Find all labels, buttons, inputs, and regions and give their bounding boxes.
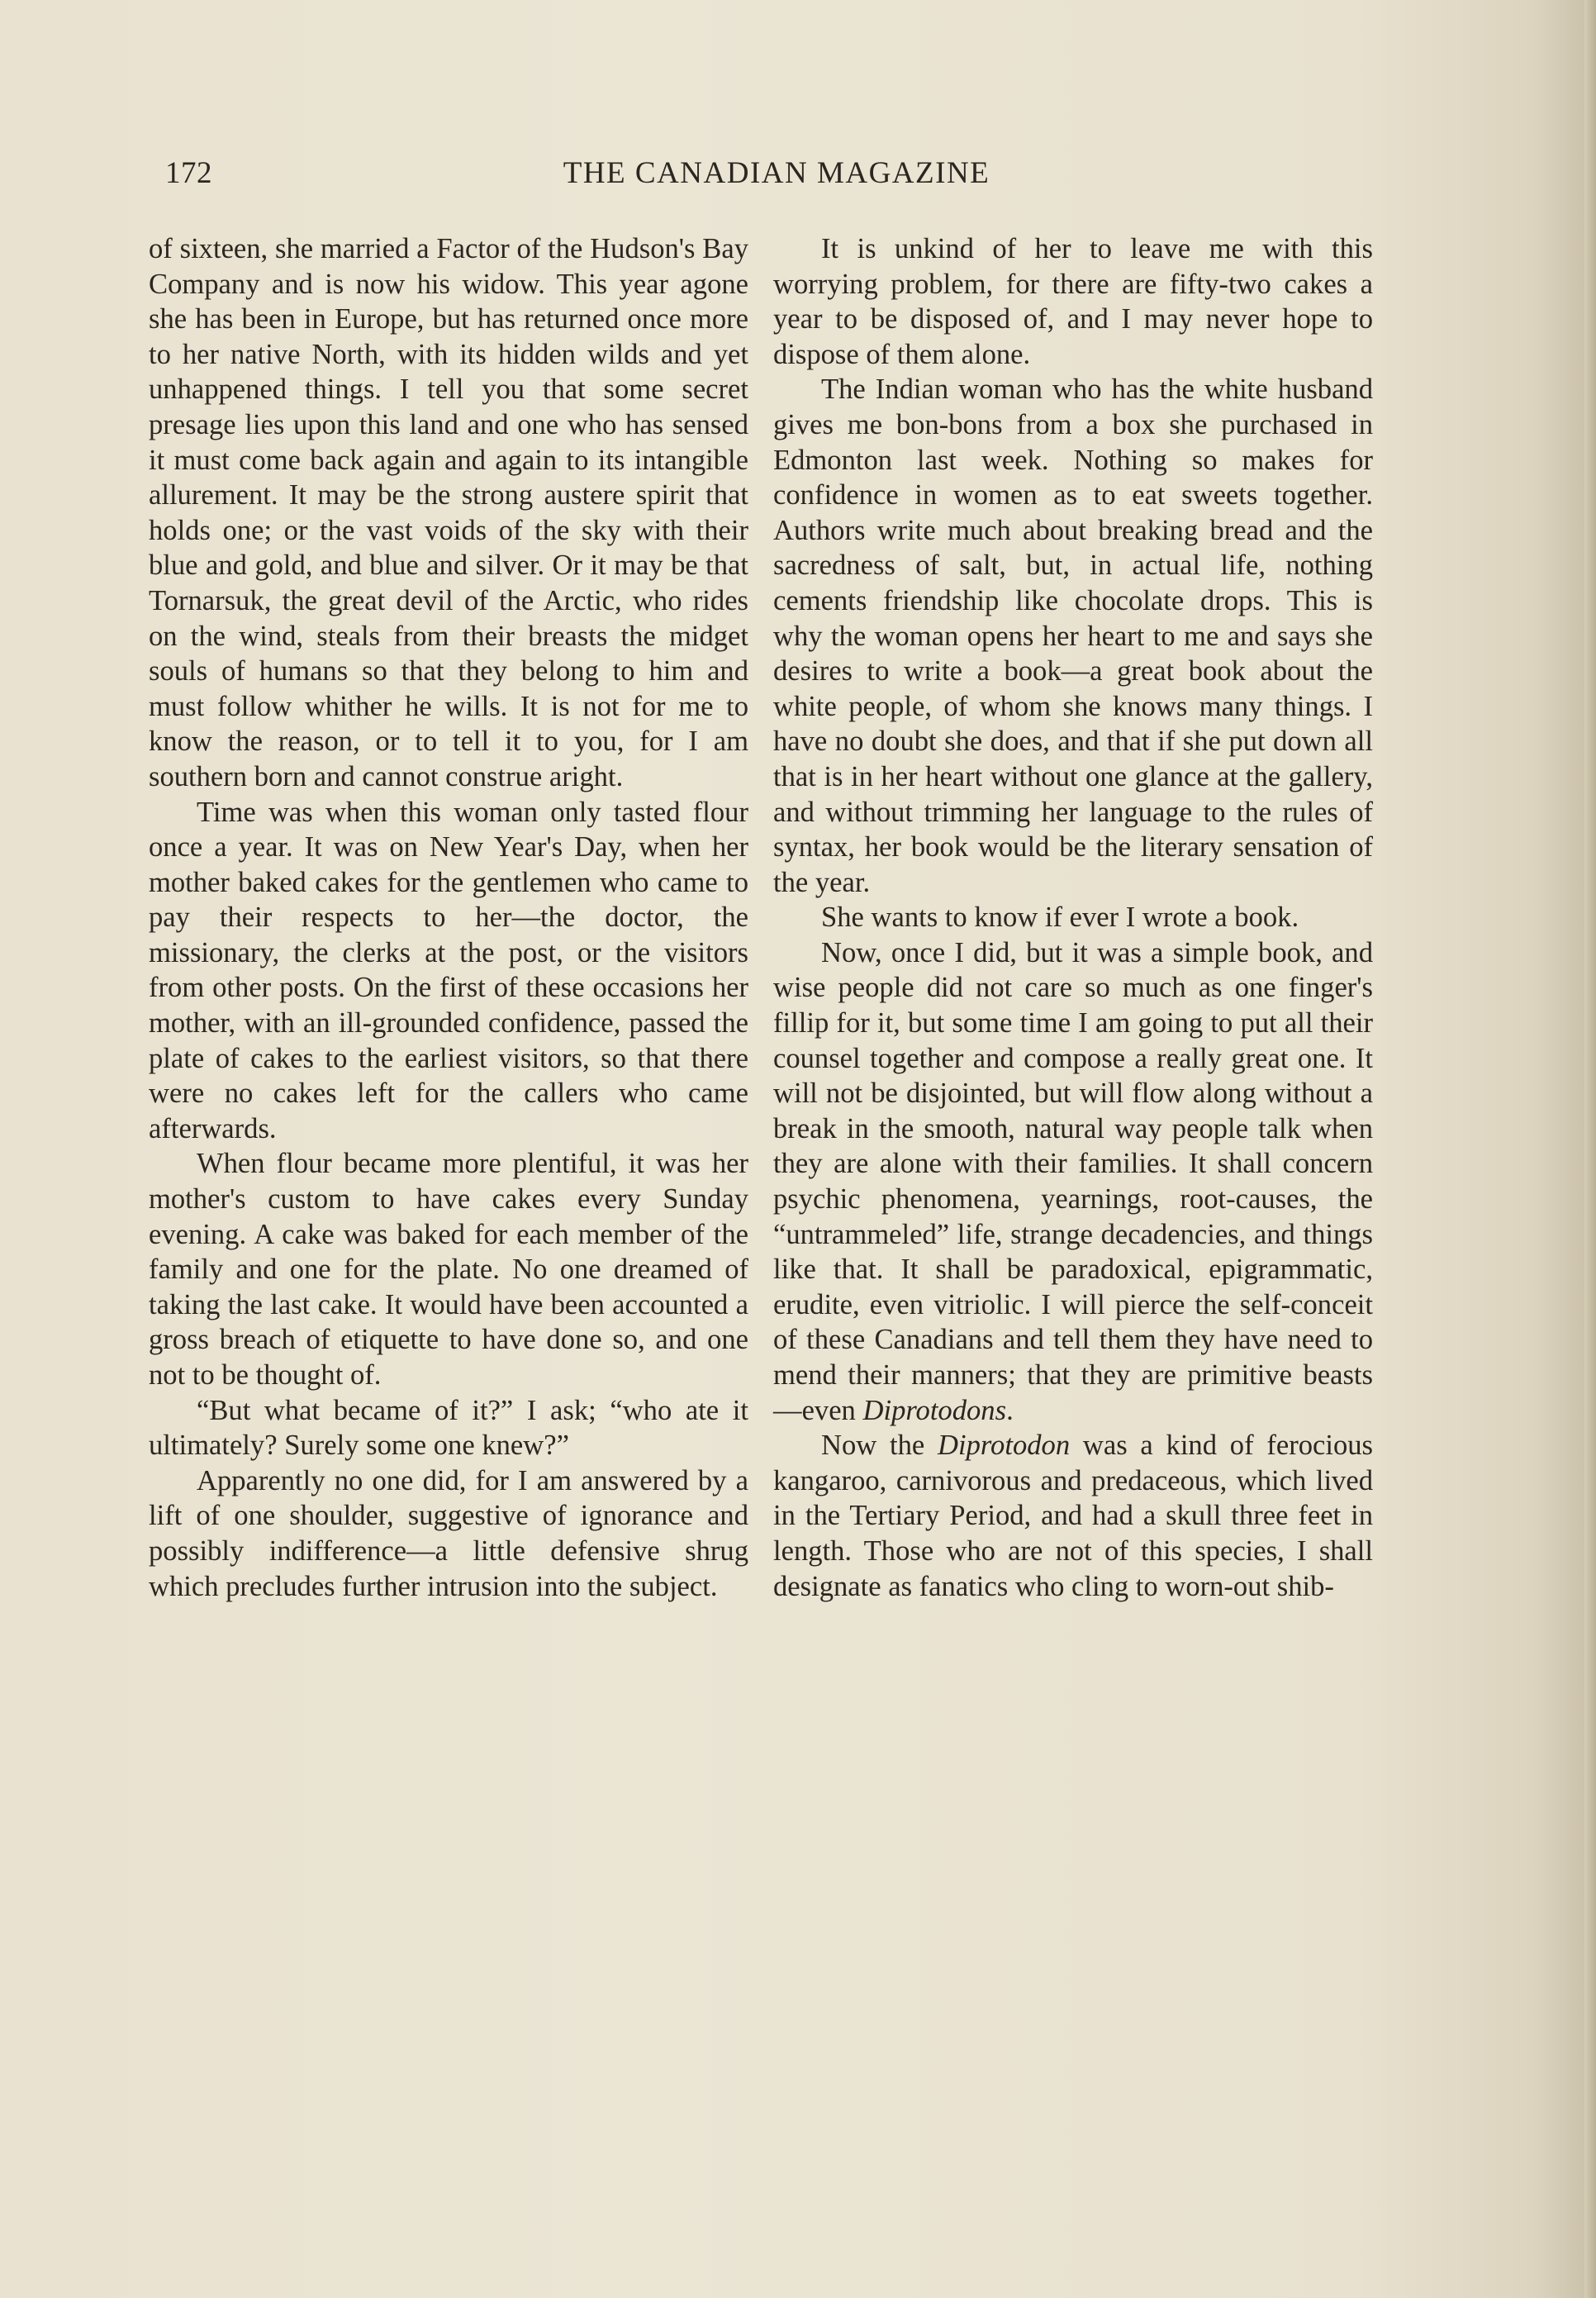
- paragraph-text: It is unkind of her to leave me with this worrying problem, for there are fifty-two cakes a year to be disposed of, and I may never hope to dispose of them alone.: [773, 233, 1373, 370]
- paragraph: [149, 1393, 748, 1463]
- paragraph-text: When flour became more plentiful, it was her mother's custom to have cakes every Sunday evening. A cake was baked for each member of the family and one for the plate. No one dreamed of taking the last cake. It would have been accounted a gross breach of etiquette to have done so, and one not to be thought of.: [149, 1148, 748, 1391]
- left-column: [149, 231, 748, 1604]
- italic-term: Diprotodon: [938, 1430, 1071, 1462]
- paragraph: [773, 231, 1373, 372]
- running-title: THE CANADIAN MAGAZINE: [563, 156, 990, 190]
- paragraph-text: “But what became of it?” I ask; “who ate it ultimately? Surely some one knew?”: [149, 1394, 748, 1462]
- paragraph: [149, 1463, 748, 1604]
- page-number: 172: [165, 156, 212, 190]
- paragraph-text: Now, once I did, but it was a simple book, and wise people did not care so much as one finger's fillip for it, but some time I am going to put all their counsel together and compose a really great one. It will not be disjointed, but will flow along without a break in the smooth, natural way people talk when they are alone with their families. It shall concern psychic phenomena, yearnings, root-causes, the “untrammeled” life, strange decadencies, and things like that. It shall be paradoxical, epigrammatic, erudite, even vitriolic. I will pierce the self-conceit of these Canadians and tell them they have need to mend their manners; that they are primitive beasts—even: [773, 936, 1373, 1426]
- paragraph: [149, 1146, 748, 1392]
- paragraph-text: Time was when this woman only tasted flour once a year. It was on New Year's Day, when her mother baked cakes for the gentlemen who came to pay their respects to her—the doctor, the missionary, the clerks at the post, or the visitors from other posts. On the first of these occasions her mother, with an ill-grounded confidence, passed the plate of cakes to the earliest visitors, so that there were no cakes left for the callers who came afterwards.: [149, 796, 748, 1144]
- paragraph-text: The Indian woman who has the white husband gives me bon-bons from a box she purchased in Edmonton last week. Nothing so makes for confidence in women as to eat sweets together. Authors write much about breaking bread and the sacredness of salt, but, in actual life, nothing cements friendship like chocolate drops. This is why the woman opens her heart to me and says she desires to write a book—a great book about the white people, of whom she knows many things. I have no doubt she does, and that if she put down all that is in her heart without one glance at the gallery, and without trimming her language to the rules of syntax, her book would be the literary sensation of the year.: [773, 373, 1373, 898]
- paragraph-text: .: [1006, 1394, 1014, 1426]
- paragraph: [773, 900, 1373, 935]
- paragraph: [149, 231, 748, 795]
- page-edge: [1584, 0, 1596, 2298]
- paragraph-text: Apparently no one did, for I am answered by a lift of one shoulder, suggestive of ignorance and possibly indifference—a little defensive shrug which precludes further intrusion into the subject.: [149, 1464, 748, 1602]
- paragraph-text: of sixteen, she married a Factor of the Hudson's Bay Company and is now his widow. This year agone she has been in Europe, but has returned once more to her native North, with its hidden wilds and yet unhappened things. I tell you that some secret presage lies upon this land and one who has sensed it must come back again and again to its intangible allurement. It may be the strong austere spirit that holds one; or the vast voids of the sky with their blue and gold, and blue and silver. Or it may be that Tornarsuk, the great devil of the Arctic, who rides on the wind, steals from their breasts the midget souls of humans so that they belong to him and must follow whither he wills. It is not for me to know the reason, or to tell it to you, for I am southern born and cannot construe aright.: [149, 233, 748, 792]
- paragraph-text: was a kind of ferocious kangaroo, carnivorous and predaceous, which lived in the Tertiary Period, and had a skull three feet in length. Those who are not of this species, I shall designate as fanatics who cling to worn-out shib-: [773, 1430, 1374, 1602]
- right-column: [773, 231, 1373, 1604]
- paragraph: [773, 1428, 1373, 1604]
- paragraph: [773, 935, 1373, 1428]
- paragraph: [149, 795, 748, 1147]
- paragraph-text: Now the: [821, 1430, 938, 1462]
- paragraph: [773, 372, 1373, 900]
- italic-term: Diprotodons: [862, 1394, 1007, 1426]
- paragraph-text: She wants to know if ever I wrote a book.: [821, 902, 1299, 934]
- page-header: [165, 155, 1371, 197]
